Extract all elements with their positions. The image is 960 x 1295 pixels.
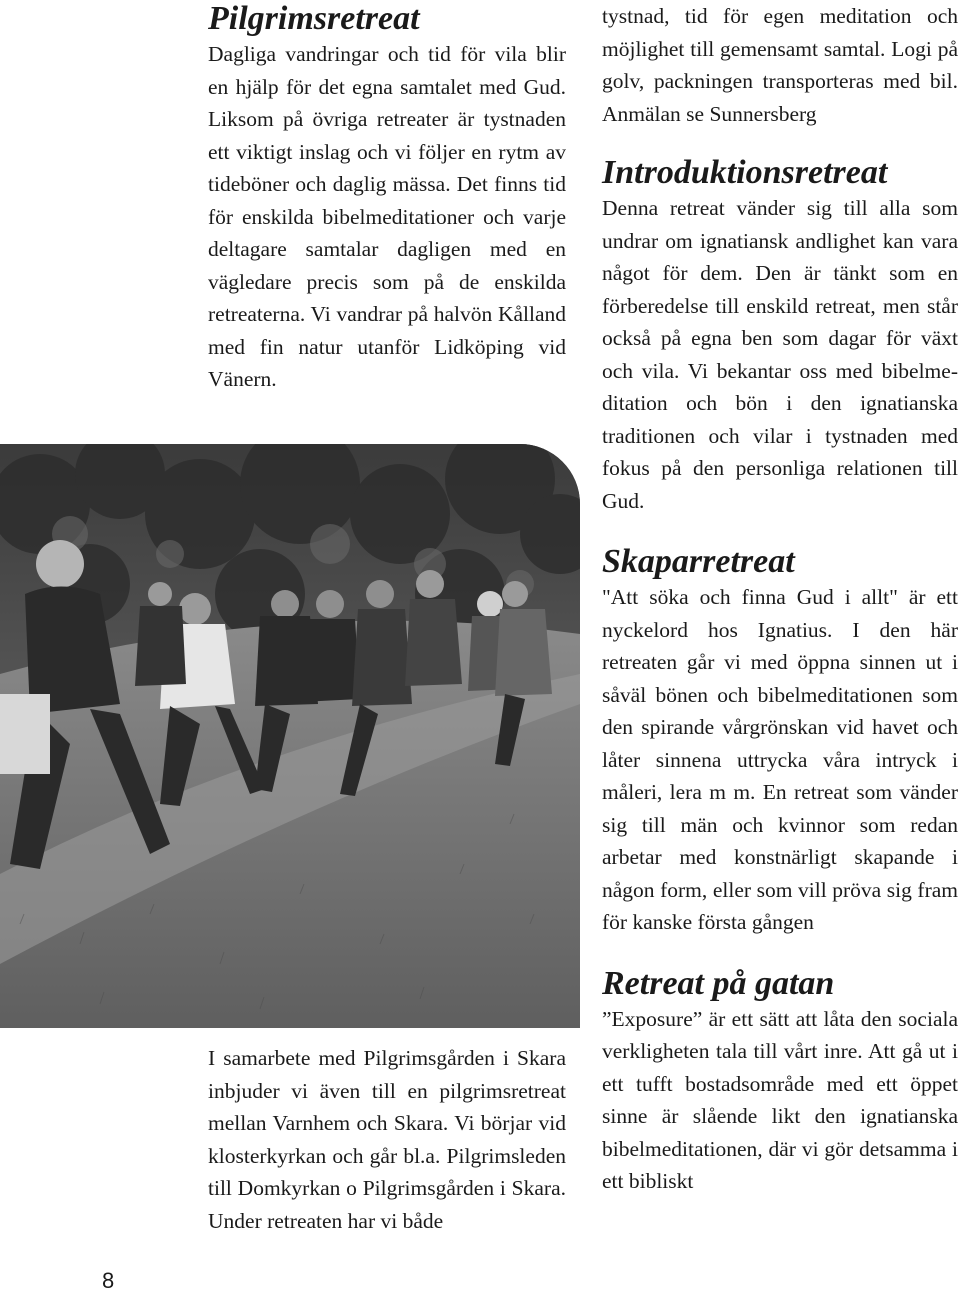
pilgrimsretreat-continued [208, 1042, 566, 1237]
heading-pilgrimsretreat: Pilgrimsretreat [208, 0, 420, 37]
heading-introduktionsretreat: Introduktionsretreat [602, 154, 888, 191]
section-skaparretreat [602, 543, 958, 939]
heading-retreat-pa-gatan: Retreat på gatan [602, 964, 835, 1002]
skaparretreat-text: "Att söka och finna Gud i allt" är ett nyckelord hos Ignatius. I den här retreaten går vi med öppna sinnen ut i såväl bönen och bibelmeditationen som den spirande vårgrönskan vid havet och låter sinnena uttrycka våra intryck i måleri, lera m m. En retreat som vänder sig till män och kvinnor som redan arbetar med konstnärligt skapande i någon form, eller som vill pröva sig fram för kanske första gången [602, 585, 958, 934]
heading-skaparretreat: Skaparretreat [602, 543, 795, 580]
pilgrimsretreat-bottom-text: I samarbete med Pilgrimsgården i Skara inbjuder vi även till en pilgrimsretreat mellan Varnhem och Skara. Vi börjar vid klosterkyrkan och går bl.a. Pilgrimsleden till Domkyrkan o Pilgrimsgården i Skara. Under retreaten har vi både [208, 1046, 566, 1233]
section-introduktionsretreat [602, 154, 958, 517]
introduktionsretreat-text: Denna retreat vänder sig till alla som undrar om ignatiansk andlighet kan vara något för dem. Den är tänkt som en förberedelse till enskild retreat, men står också på egna ben som dagar för växt och vila. Vi bekantar oss med bibelmeditation och bön i den ignatianska traditionen och vilar i tystnaden med fokus på den personliga relationen till Gud. [602, 196, 958, 513]
retreat-pa-gatan-text: ”Exposure” är ett sätt att låta den sociala verkligheten tala till vårt inre. Att gå ut i ett tufft bostadsområde med ett öppet sinne är slående likt den ignatianska bibelmeditationen, där vi gör detsamma i ett bibliskt [602, 1006, 958, 1193]
section-retreat-pa-gatan [602, 965, 958, 1198]
continued-text: tystnad, tid för egen meditation och möjlighet till gemensamt samtal. Logi på golv, packningen transporteras med bil. Anmälan se Sunnersberg [602, 4, 958, 126]
page-number: 8 [102, 1268, 115, 1293]
pilgrims-photo [0, 444, 580, 1028]
right-column [602, 0, 958, 1198]
pilgrimsretreat-text: Dagliga vandringar och tid för vila blir en hjälp för det egna samtalet med Gud. Liksom på övriga retreater är tystnaden ett viktigt inslag och vi följer en rytm av tideböner och daglig mässa. Det finns tid för enskilda bibelmeditationer och varje deltagare samtalar dagligen med en vägledare precis som på de enskilda retreaterna. Vi vandrar på halvön Kålland med fin natur utanför Lidköping vid Vänern. [208, 42, 566, 391]
left-column [208, 0, 566, 396]
